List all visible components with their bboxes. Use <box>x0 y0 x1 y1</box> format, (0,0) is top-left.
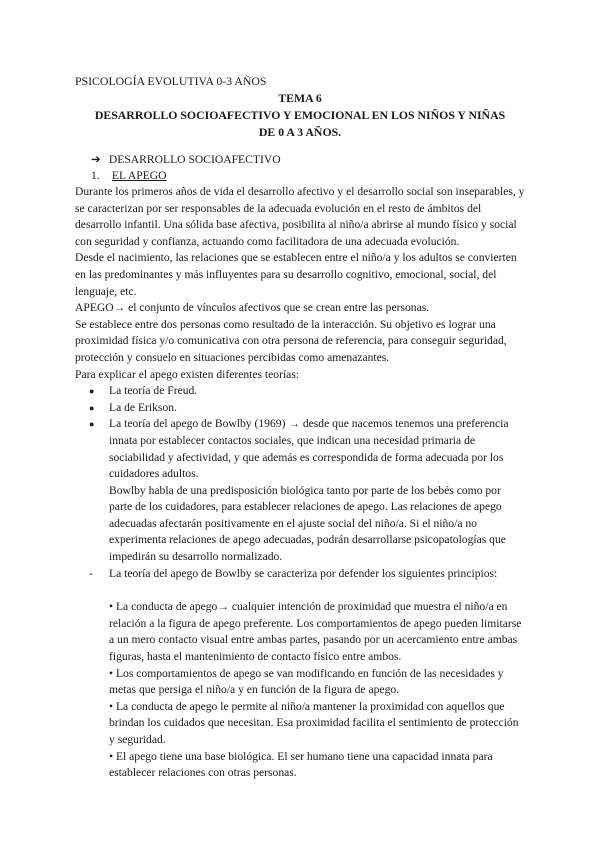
theories-list <box>75 383 525 566</box>
title-line-2: DE 0 A 3 AÑOS. <box>258 125 342 139</box>
paragraph-theories-intro: Para explicar el apego existen diferentes teorías: <box>75 367 300 381</box>
bullet-icon: ● <box>89 419 95 430</box>
bowlby-principles-intro: La teoría del apego de Bowlby se caracteriza por defender los siguientes principios: <box>109 566 498 580</box>
list-item <box>75 383 525 400</box>
arrow-icon: ➔ <box>91 153 101 166</box>
principle-item: • La conducta de apego→ cualquier intención de proximidad que muestra el niño/a en relación a la figura de apego preferente. Los comportamientos de apego pueden limitarse a un mero contacto visual entre ambas partes, pasando por un acercamiento entre ambas figuras, hasta el mantenimiento de contacto físico entre ambos. <box>109 600 522 664</box>
section-heading-text: DESARROLLO SOCIOAFECTIVO <box>108 153 281 166</box>
theory-bowlby: La teoría del apego de Bowlby (1969) → desde que nacemos tenemos una preferencia innata por establecer contactos sociales, que indican una necesidad primaria de sociabilidad y afectividad, y que además es correspondida de forma adecuada por los cuidadores adultos. <box>109 417 509 481</box>
dash-list-item <box>75 566 525 583</box>
bullet-icon: ● <box>89 402 95 413</box>
body-text <box>75 184 525 782</box>
subsection-heading <box>91 168 167 185</box>
subsection-heading-text: EL APEGO <box>111 169 167 182</box>
theory-erikson: La de Erikson. <box>109 400 177 414</box>
section-heading <box>91 152 281 169</box>
dash-marker: - <box>89 566 93 580</box>
principle-item: • El apego tiene una base biológica. El ser humano tiene una capacidad innata para establecer relaciones con otras personas. <box>109 749 493 780</box>
list-item <box>75 400 525 417</box>
subsection-number: 1. <box>91 169 100 182</box>
course-header: PSICOLOGÍA EVOLUTIVA 0-3 AÑOS <box>75 74 267 88</box>
title-block <box>75 90 525 141</box>
topic-number: TEMA 6 <box>278 91 322 105</box>
paragraph-relations: Desde el nacimiento, las relaciones que se establecen entre el niño/a y los adultos se convierten en las predominantes y más influyentes para su desarrollo cognitivo, emocional, social, del lenguaje, etc. <box>75 251 517 298</box>
principle-item: • La conducta de apego le permite al niño/a mantener la proximidad con aquellos que brindan los cuidados que necesitan. Esa proximidad facilita el sentimiento de protección y seguridad. <box>109 699 519 746</box>
bullet-icon: ● <box>89 386 95 397</box>
paragraph-apego-objective: Se establece entre dos personas como resultado de la interacción. Su objetivo es lograr una proximidad física y/o comunicativa con otra persona de referencia, para conseguir seguridad, protección y consuelo en situaciones percibidas como amenazantes. <box>75 317 507 364</box>
theory-freud: La teoría de Freud. <box>109 384 198 398</box>
principles-list <box>75 599 525 782</box>
principle-item: • Los comportamientos de apego se van modificando en función de las necesidades y metas que persiga el niño/a y en función de la figura de apego. <box>109 666 504 697</box>
bowlby-note: Bowlby habla de una predisposición biológica tanto por parte de los bebés como por parte de los cuidadores, para establecer relaciones de apego. Las relaciones de apego adecuadas afectarán positivamente en el ajuste social del niño/a. Si el niño/a no experimenta relaciones de apego adecuadas, podrán desarrollarse psicopatologías que impedirán su desarrollo normalizado. <box>109 483 506 564</box>
title-line-1: DESARROLLO SOCIOAFECTIVO Y EMOCIONAL EN LOS NIÑOS Y NIÑAS <box>94 108 506 122</box>
list-item <box>75 416 525 565</box>
paragraph-intro: Durante los primeros años de vida el desarrollo afectivo y el desarrollo social son inseparables, y se caracterizan por ser responsables de la adecuada evolución en el resto de ámbitos del desarrollo infantil. Una sólida base afectiva, posibilita al niño/a abrirse al mundo físico y social con seguridad y confianza, actuando como facilitadora de una adecuada evolución. <box>75 185 525 248</box>
paragraph-apego-definition: APEGO→ el conjunto de vínculos afectivos que se crean entre las personas. <box>75 301 430 315</box>
